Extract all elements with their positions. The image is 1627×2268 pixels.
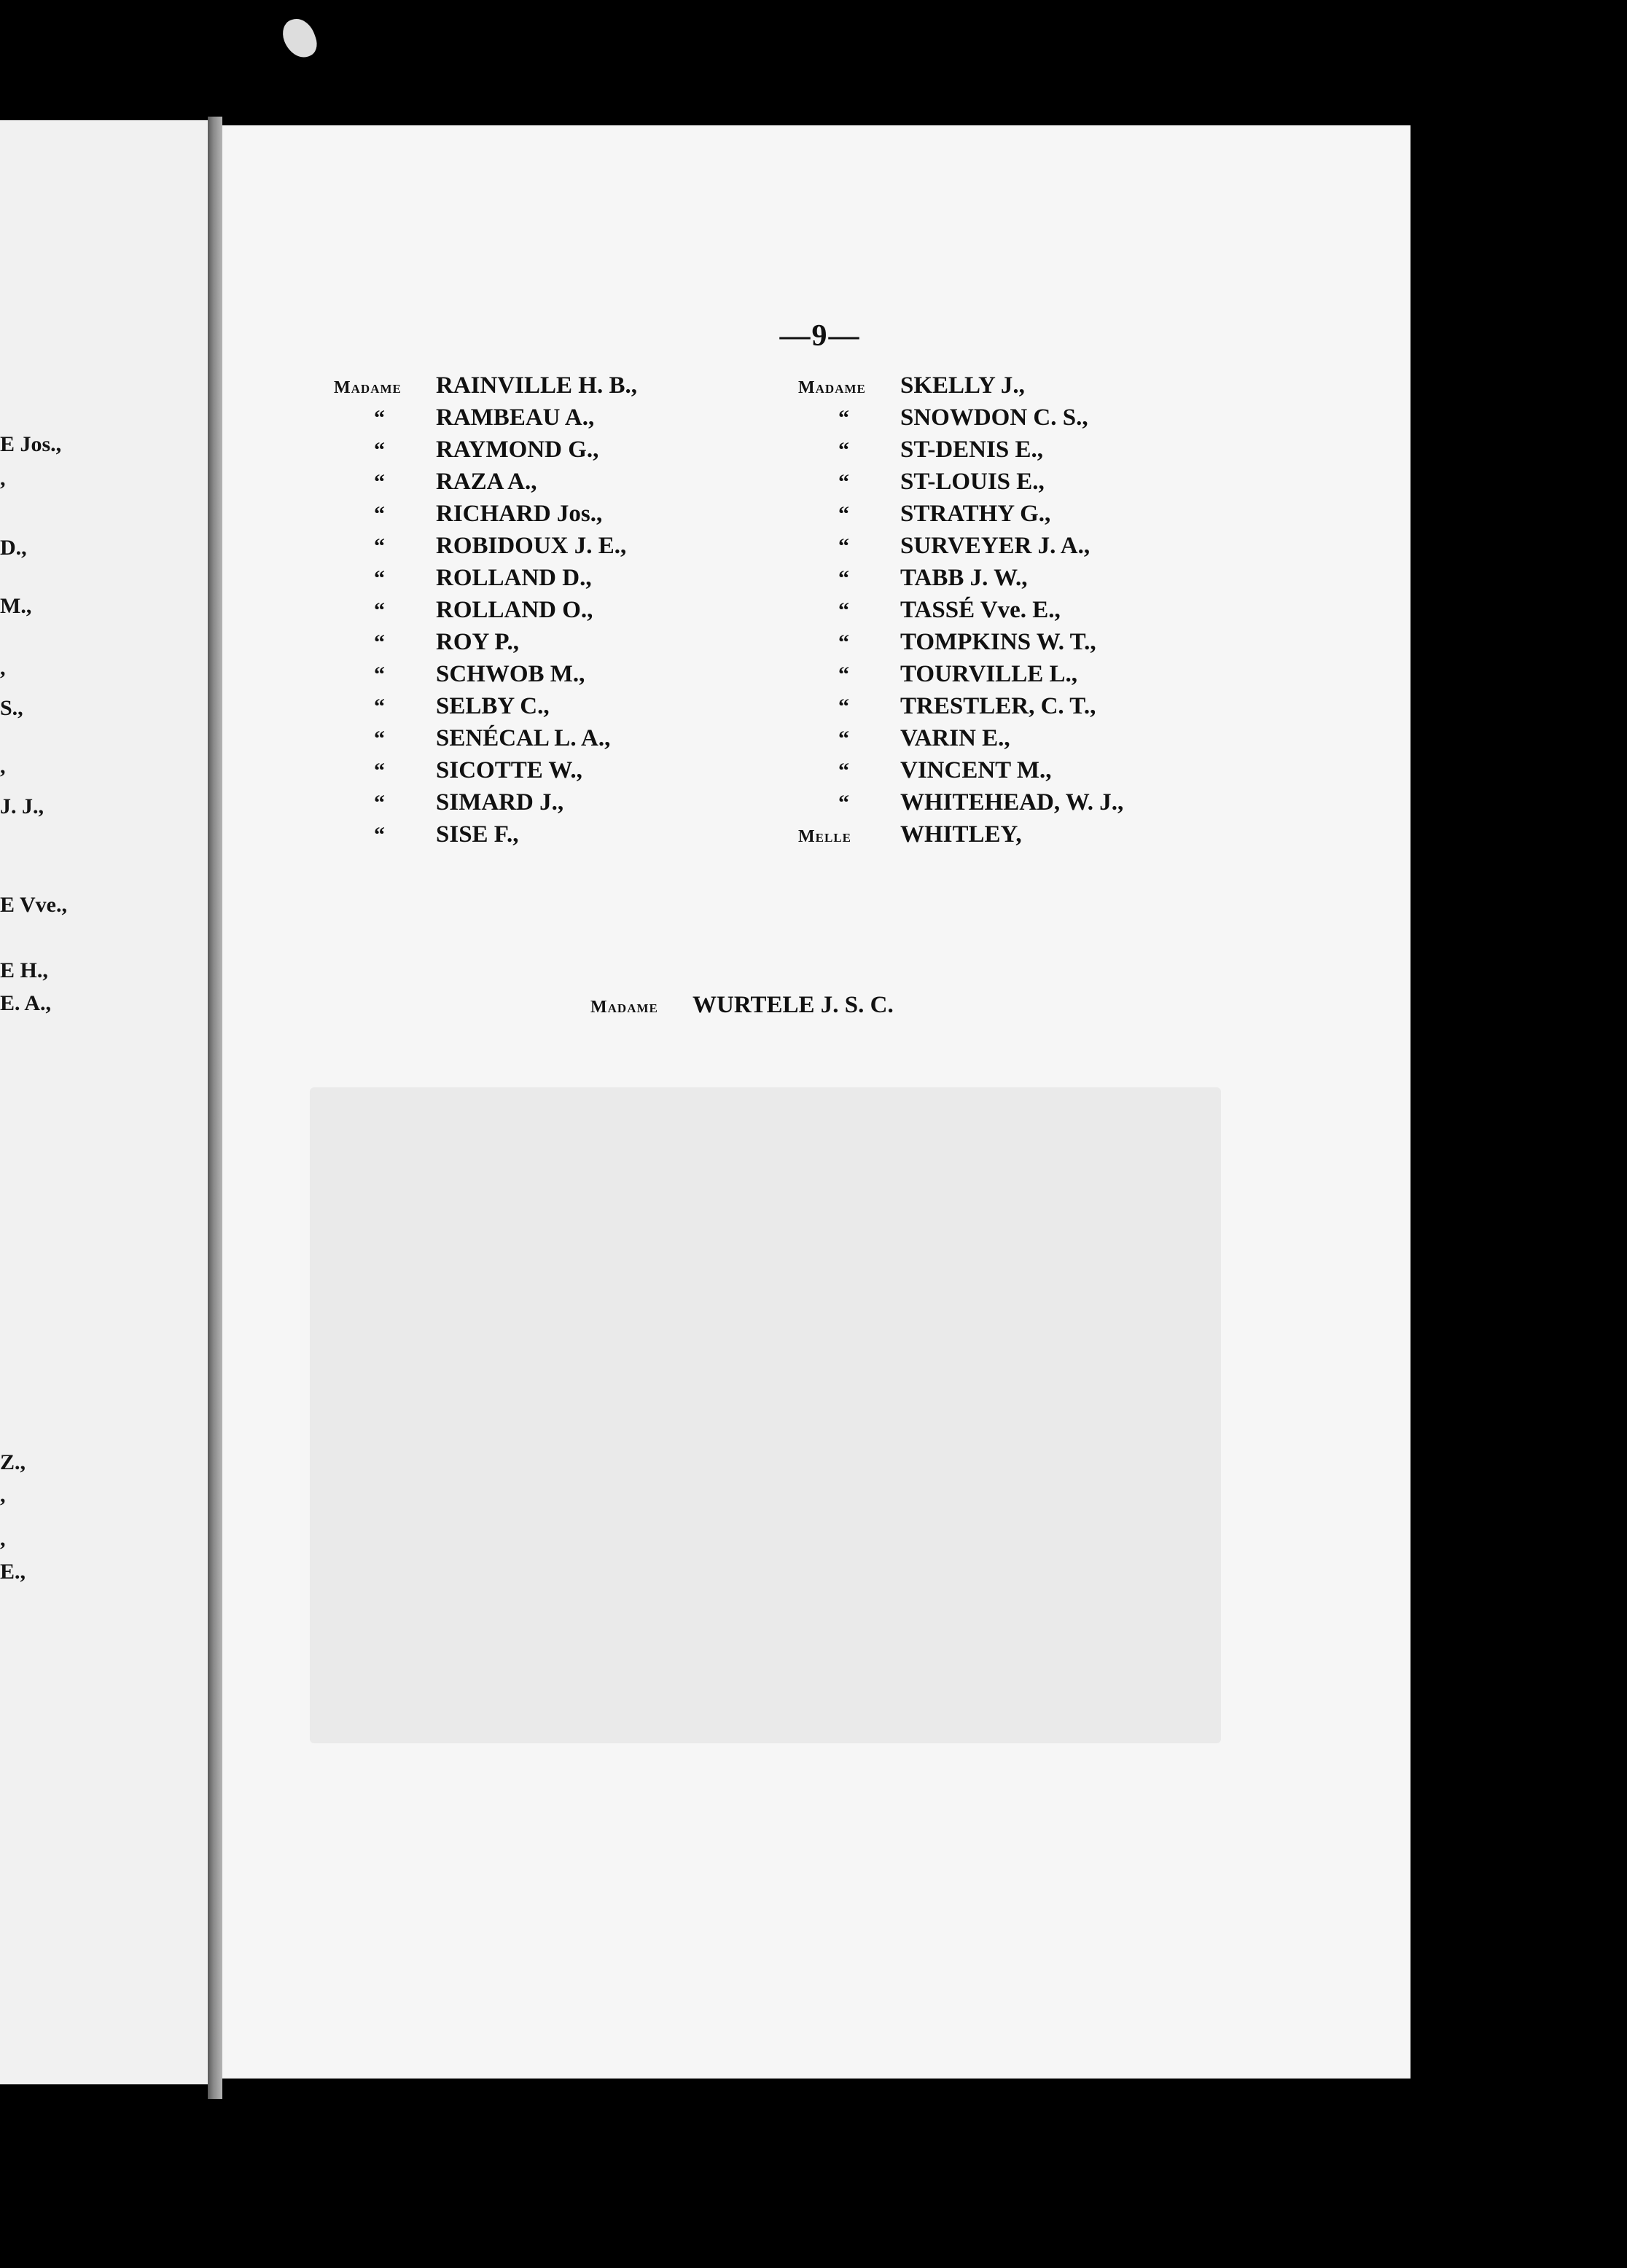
fragment-line: , bbox=[0, 754, 6, 778]
list-item-final bbox=[590, 989, 894, 1021]
ditto-mark: “ bbox=[374, 662, 385, 687]
list-item bbox=[798, 434, 1123, 466]
ditto-mark: “ bbox=[838, 662, 849, 687]
member-name: RAYMOND G., bbox=[436, 437, 599, 463]
fragment-line: E Jos., bbox=[0, 432, 62, 456]
list-item bbox=[334, 562, 637, 594]
name-list-left-column bbox=[334, 369, 637, 850]
ditto-mark: “ bbox=[838, 759, 849, 783]
fragment-line: J. J., bbox=[0, 794, 44, 818]
list-item bbox=[798, 658, 1123, 690]
fragment-line: , bbox=[0, 656, 6, 680]
ditto-mark: “ bbox=[838, 791, 849, 815]
list-item bbox=[798, 498, 1123, 530]
member-name: ROLLAND O., bbox=[436, 597, 593, 623]
ditto-mark: “ bbox=[838, 598, 849, 622]
fragment-line: , bbox=[0, 1527, 6, 1551]
honorific: Melle bbox=[798, 827, 852, 846]
ditto-mark: “ bbox=[838, 502, 849, 526]
ditto-mark: “ bbox=[374, 406, 385, 430]
ditto-mark: “ bbox=[838, 566, 849, 590]
fragment-line: , bbox=[0, 1483, 6, 1507]
bleed-through-shadow bbox=[310, 1087, 1221, 1743]
member-name: ROBIDOUX J. E., bbox=[436, 533, 627, 559]
member-name: ST-LOUIS E., bbox=[900, 469, 1045, 495]
member-name: WURTELE J. S. C. bbox=[692, 992, 894, 1018]
member-name: SICOTTE W., bbox=[436, 757, 582, 783]
list-item bbox=[334, 786, 637, 818]
list-item bbox=[334, 722, 637, 754]
list-item bbox=[334, 498, 637, 530]
ditto-mark: “ bbox=[374, 502, 385, 526]
list-item bbox=[334, 402, 637, 434]
list-item bbox=[798, 530, 1123, 562]
member-name: RAINVILLE H. B., bbox=[436, 372, 637, 399]
member-name: TABB J. W., bbox=[900, 565, 1028, 591]
ditto-mark: “ bbox=[374, 630, 385, 654]
ditto-mark: “ bbox=[374, 470, 385, 494]
ditto-mark: “ bbox=[374, 566, 385, 590]
fragment-line: E. A., bbox=[0, 991, 52, 1015]
member-name: ST-DENIS E., bbox=[900, 437, 1043, 463]
list-item bbox=[334, 818, 637, 850]
member-name: TRESTLER, C. T., bbox=[900, 693, 1096, 719]
ditto-mark: “ bbox=[374, 534, 385, 558]
member-name: SNOWDON C. S., bbox=[900, 404, 1088, 431]
member-name: RAMBEAU A., bbox=[436, 404, 595, 431]
previous-page-text-fragments bbox=[0, 120, 208, 2084]
list-item bbox=[798, 402, 1123, 434]
list-item bbox=[798, 722, 1123, 754]
list-item bbox=[798, 369, 1123, 402]
list-item bbox=[334, 594, 637, 626]
list-item bbox=[798, 690, 1123, 722]
member-name: RICHARD Jos., bbox=[436, 501, 603, 527]
member-name: ROY P., bbox=[436, 629, 519, 655]
member-name: TOURVILLE L., bbox=[900, 661, 1078, 687]
honorific: Madame bbox=[334, 378, 402, 397]
member-name: SENÉCAL L. A., bbox=[436, 725, 611, 751]
ditto-mark: “ bbox=[374, 598, 385, 622]
member-name: STRATHY G., bbox=[900, 501, 1051, 527]
list-item bbox=[798, 594, 1123, 626]
page-gutter-shadow bbox=[208, 117, 222, 2099]
list-item bbox=[334, 530, 637, 562]
dust-speck bbox=[278, 14, 321, 62]
member-name: TASSÉ Vve. E., bbox=[900, 597, 1061, 623]
fragment-line: M., bbox=[0, 594, 32, 618]
list-item bbox=[334, 434, 637, 466]
member-name: TOMPKINS W. T., bbox=[900, 629, 1096, 655]
list-item bbox=[334, 690, 637, 722]
document-page bbox=[222, 125, 1411, 2079]
ditto-mark: “ bbox=[838, 406, 849, 430]
list-item bbox=[334, 369, 637, 402]
fragment-line: , bbox=[0, 466, 6, 490]
list-item bbox=[798, 754, 1123, 786]
ditto-mark: “ bbox=[838, 727, 849, 751]
list-item bbox=[798, 626, 1123, 658]
page-number: —9— bbox=[779, 319, 861, 353]
member-name: VINCENT M., bbox=[900, 757, 1052, 783]
ditto-mark: “ bbox=[838, 438, 849, 462]
member-name: RAZA A., bbox=[436, 469, 537, 495]
list-item bbox=[798, 562, 1123, 594]
fragment-line: E H., bbox=[0, 958, 48, 982]
member-name: SCHWOB M., bbox=[436, 661, 585, 687]
member-name: SKELLY J., bbox=[900, 372, 1025, 399]
member-name: WHITEHEAD, W. J., bbox=[900, 789, 1124, 816]
list-item bbox=[798, 786, 1123, 818]
fragment-line: E., bbox=[0, 1560, 26, 1584]
ditto-mark: “ bbox=[374, 791, 385, 815]
list-item bbox=[798, 466, 1123, 498]
list-item bbox=[334, 658, 637, 690]
previous-page-fragment bbox=[0, 120, 208, 2084]
ditto-mark: “ bbox=[374, 695, 385, 719]
fragment-line: E Vve., bbox=[0, 893, 67, 917]
ditto-mark: “ bbox=[838, 695, 849, 719]
member-name: SIMARD J., bbox=[436, 789, 564, 816]
fragment-line: Z., bbox=[0, 1450, 26, 1474]
member-name: SISE F., bbox=[436, 821, 519, 848]
member-name: ROLLAND D., bbox=[436, 565, 592, 591]
ditto-mark: “ bbox=[838, 630, 849, 654]
member-name: VARIN E., bbox=[900, 725, 1010, 751]
ditto-mark: “ bbox=[374, 759, 385, 783]
member-name: SELBY C., bbox=[436, 693, 550, 719]
fragment-line: D., bbox=[0, 536, 27, 560]
ditto-mark: “ bbox=[374, 438, 385, 462]
list-item bbox=[798, 818, 1123, 850]
ditto-mark: “ bbox=[838, 470, 849, 494]
list-item bbox=[334, 466, 637, 498]
honorific: Madame bbox=[590, 998, 658, 1017]
fragment-line: S., bbox=[0, 696, 23, 720]
list-item bbox=[334, 754, 637, 786]
member-name: SURVEYER J. A., bbox=[900, 533, 1090, 559]
ditto-mark: “ bbox=[374, 823, 385, 847]
ditto-mark: “ bbox=[374, 727, 385, 751]
list-item bbox=[334, 626, 637, 658]
name-list-right-column bbox=[798, 369, 1123, 850]
member-name: WHITLEY, bbox=[900, 821, 1022, 848]
honorific: Madame bbox=[798, 378, 866, 397]
ditto-mark: “ bbox=[838, 534, 849, 558]
